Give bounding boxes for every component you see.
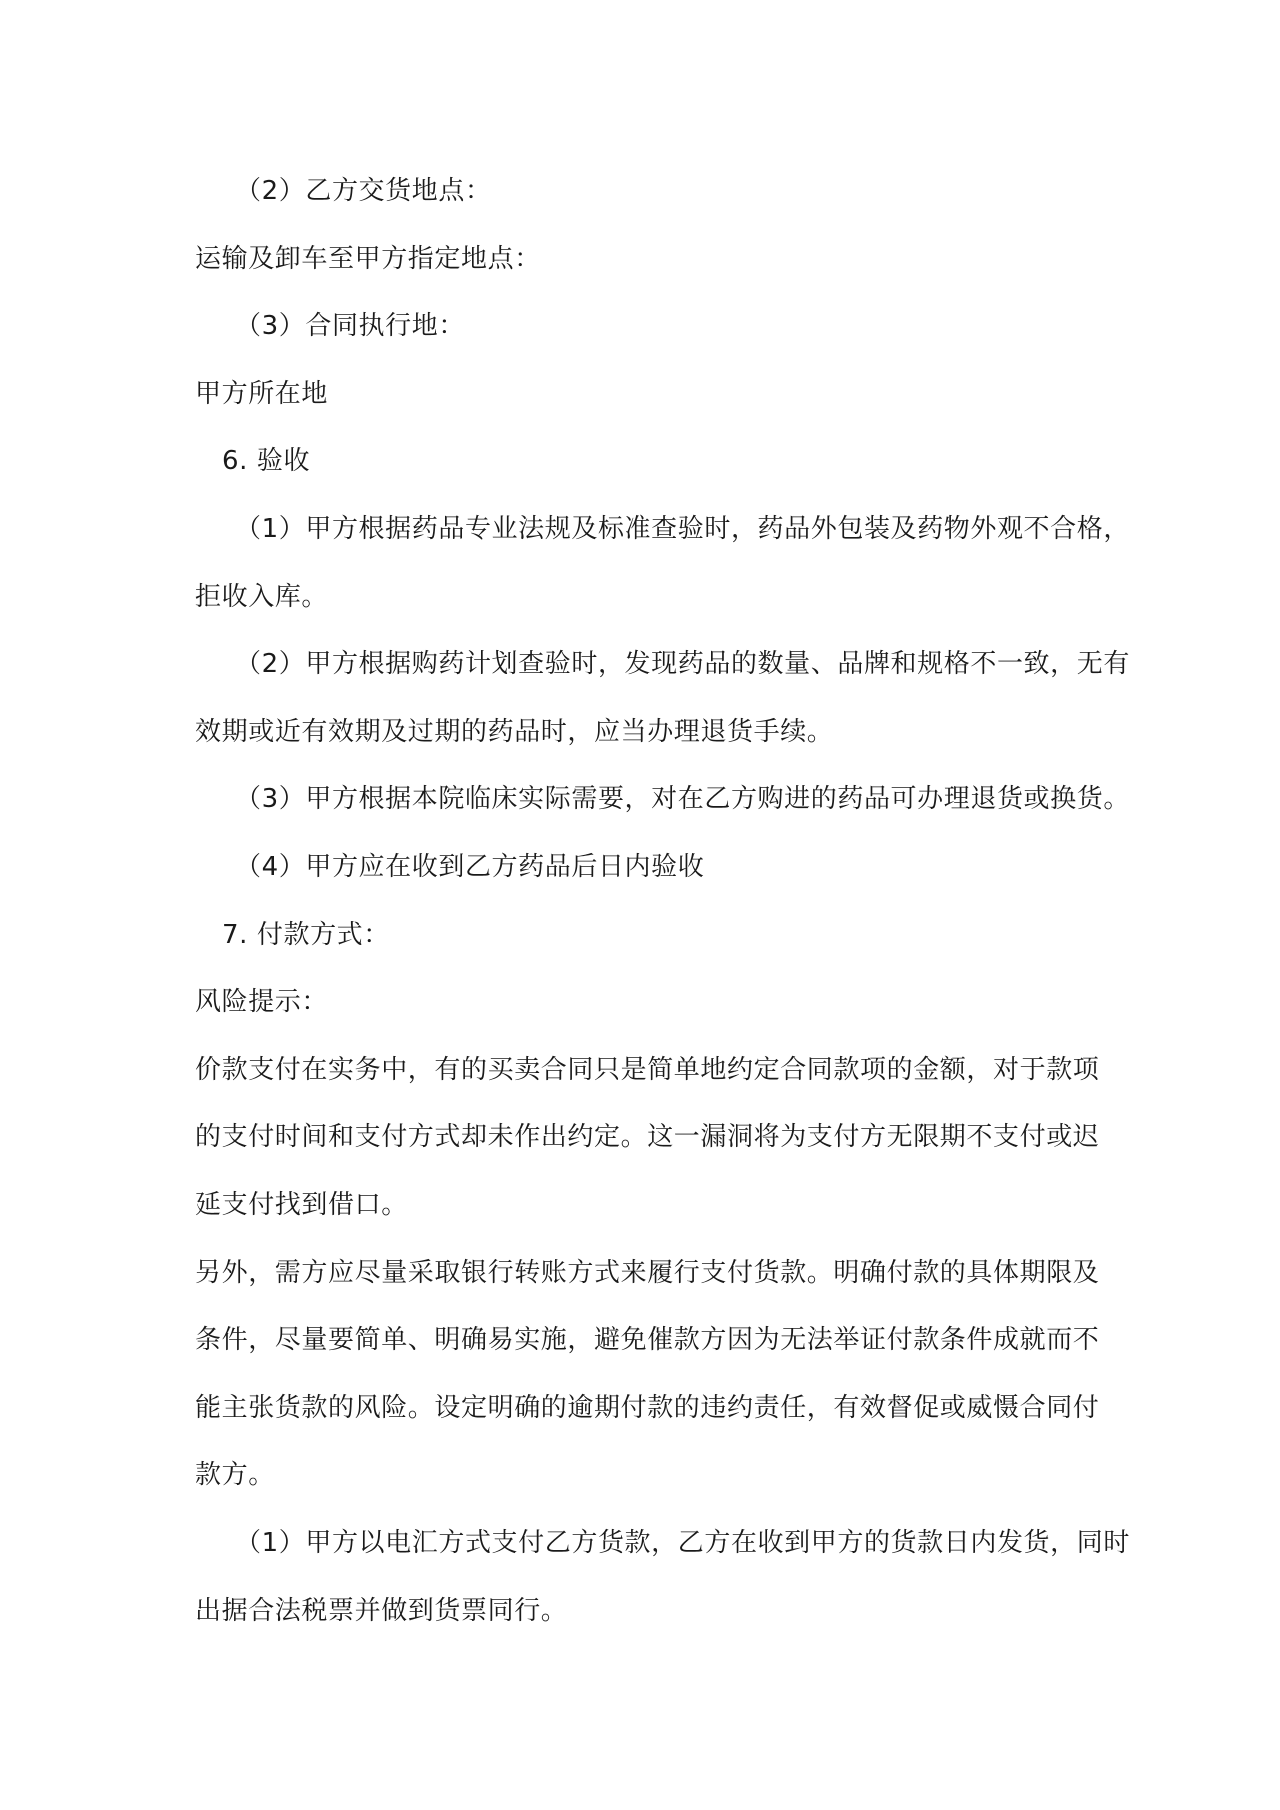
risk-paragraph-2-line-2: 条件，尽量要简单、明确易实施，避免催款方因为无法举证付款条件成就而不 (195, 1325, 1100, 1355)
risk-warning-heading: 风险提示： (195, 987, 329, 1017)
clause-6-2-line-1: （2）甲方根据购药计划查验时，发现药品的数量、品牌和规格不一致，无有 (235, 649, 1130, 679)
clause-6-1-line-1: （1）甲方根据药品专业法规及标准查验时，药品外包装及药物外观不合格， (235, 514, 1130, 544)
clause-6-3: （3）甲方根据本院临床实际需要，对在乙方购进的药品可办理退货或换货。 (235, 784, 1130, 814)
clause-5-3-execution-place: （3）合同执行地： (235, 311, 465, 341)
delivery-location-text: 运输及卸车至甲方指定地点： (195, 244, 541, 274)
clause-7-1-line-1: （1）甲方以电汇方式支付乙方货款，乙方在收到甲方的货款日内发货，同时 (235, 1528, 1130, 1558)
clause-6-2-line-2: 效期或近有效期及过期的药品时，应当办理退货手续。 (195, 717, 834, 747)
risk-paragraph-1-line-2: 的支付时间和支付方式却未作出约定。这一漏洞将为支付方无限期不支付或迟 (195, 1122, 1100, 1152)
clause-6-1-line-2: 拒收入库。 (195, 582, 329, 612)
clause-7-1-line-2: 出据合法税票并做到货票同行。 (195, 1596, 568, 1626)
clause-6-4: （4）甲方应在收到乙方药品后日内验收 (235, 852, 705, 882)
risk-paragraph-1-line-1: 价款支付在实务中，有的买卖合同只是简单地约定合同款项的金额，对于款项 (195, 1055, 1100, 1085)
section-6-heading: 6. 验收 (222, 446, 311, 476)
risk-paragraph-1-line-3: 延支付找到借口。 (195, 1190, 408, 1220)
clause-5-2-delivery-location: （2）乙方交货地点： (235, 176, 492, 206)
execution-place-text: 甲方所在地 (195, 379, 329, 409)
section-7-heading: 7. 付款方式： (222, 920, 390, 950)
risk-paragraph-2-line-3: 能主张货款的风险。设定明确的逾期付款的违约责任，有效督促或威慑合同付 (195, 1393, 1100, 1423)
risk-paragraph-2-line-4: 款方。 (195, 1460, 275, 1490)
risk-paragraph-2-line-1: 另外，需方应尽量采取银行转账方式来履行支付货款。明确付款的具体期限及 (195, 1258, 1100, 1288)
